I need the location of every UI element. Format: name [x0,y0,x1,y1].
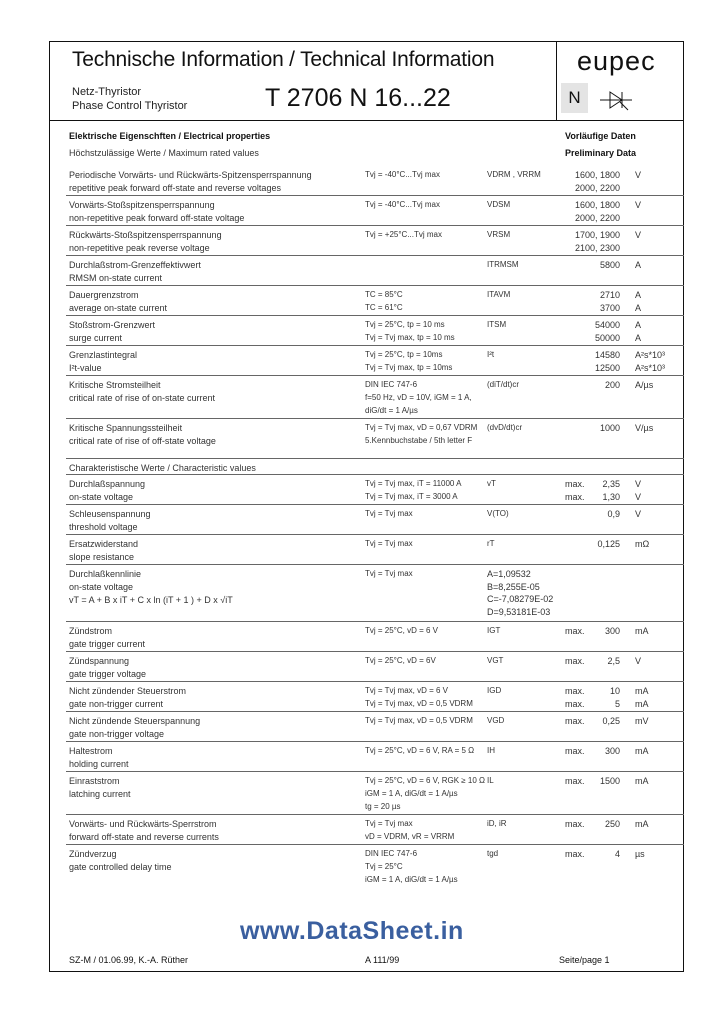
condition: iGM = 1 A, diG/dt = 1 A/µs [365,875,458,884]
symbol: ITAVM [487,290,511,299]
param-name-en: holding current [69,759,129,769]
value: 250 [604,819,620,829]
formula: vT = A + B x iT + C x ln (iT + 1 ) + D x √iT [69,595,233,605]
status-de: Vorläufige Daten [565,131,636,141]
param-name-de: Vorwärts- und Rückwärts-Sperrstrom [69,819,217,829]
value: 300 [604,626,620,636]
type-code: T 2706 N 16...22 [265,84,451,112]
formula-param: C=-7,08279E-02 [487,594,554,604]
row-separator [66,375,684,376]
param-name-en: gate non-trigger current [69,699,164,709]
param-name-en: gate controlled delay time [69,862,172,872]
symbol: ITSM [487,320,507,329]
value: 5 [614,699,620,709]
header-divider [556,41,557,120]
symbol: IGD [487,686,502,695]
unit: mA [635,626,649,636]
condition: Tvj = Tvj max, iT = 11000 A [365,479,462,488]
param-name-en: latching current [69,789,131,799]
unit: A [635,333,642,343]
value: 2000, 2200 [574,183,620,193]
condition: 5.Kennbuchstabe / 5th letter F [365,436,473,445]
condition: Tvj = Tvj max, vD = 6 V [365,686,448,695]
formula-param: D=9,53181E-03 [487,606,551,617]
param-name-en: critical rate of rise of on-state current [69,393,216,403]
unit: V [635,656,642,666]
condition: Tvj = 25°C, vD = 6 V [365,626,439,635]
param-name-en: I²t-value [69,363,102,373]
param-name-de: Zündstrom [69,626,113,636]
row-separator [66,814,684,815]
condition: iGM = 1 A, diG/dt = 1 A/µs [365,789,458,798]
row-separator [66,534,684,535]
param-name-de: Schleusenspannung [69,509,151,519]
value: 2100, 2300 [574,243,620,253]
limit-label: max. [565,479,585,489]
symbol: IH [487,746,495,755]
condition: Tvj = 25°C, vD = 6 V, RA = 5 Ω [365,746,475,755]
symbol: vT [487,479,496,488]
condition: Tvj = Tvj max, iT = 3000 A [365,492,458,501]
value: 1700, 1900 [574,230,620,240]
symbol: VGD [487,716,505,725]
symbol: VGT [487,656,504,665]
param-name-de: Rückwärts-Stoßspitzensperrspannung [69,230,222,240]
condition: Tvj = Tvj max [365,539,413,548]
limit-label: max. [565,699,585,709]
row-separator [66,285,684,286]
section-subheading: Höchstzulässige Werte / Maximum rated values [69,148,259,158]
param-name-en: gate trigger voltage [69,669,147,679]
unit: A [635,320,642,330]
footer-page: Seite/page 1 [559,955,610,965]
symbol: tgd [487,849,499,858]
param-name-de: Einraststrom [69,776,120,786]
param-name-en: critical rate of rise of off-state voltage [69,436,216,446]
value: 2,35 [602,479,620,489]
param-name-en: slope resistance [69,552,135,562]
row-separator [66,195,684,196]
condition: TC = 61°C [365,303,403,312]
condition: Tvj = Tvj max, tp = 10 ms [365,333,455,342]
symbol: VDSM [487,200,511,209]
unit: mA [635,776,649,786]
condition: Tvj = Tvj max, vD = 0,5 VDRM [365,699,473,708]
param-name-de: Stoßstrom-Grenzwert [69,320,156,330]
symbol: iD, iR [487,819,507,828]
param-name-de: Zündspannung [69,656,130,666]
value: 0,9 [607,509,620,519]
watermark: www.DataSheet.in [240,917,464,945]
unit: mA [635,686,649,696]
row-separator [66,844,684,845]
row-separator [66,771,684,772]
unit: mA [635,699,649,709]
unit: A/µs [635,380,654,390]
value: 2,5 [607,656,620,666]
eupec-logo: eupec [577,46,656,76]
value: 2000, 2200 [574,213,620,223]
param-name-de: Durchlaßspannung [69,479,146,489]
value: 1600, 1800 [574,200,620,210]
symbol: IL [487,776,494,785]
param-name-de: Nicht zündende Steuerspannung [69,716,201,726]
param-name-de: Zündverzug [69,849,117,859]
header-bottom-line [49,120,684,121]
param-name-en: gate non-trigger voltage [69,729,165,739]
unit: mA [635,819,649,829]
param-name-de: Durchlaßstrom-Grenzeffektivwert [69,260,201,270]
limit-label: max. [565,686,585,696]
symbol: ITRMSM [487,260,519,269]
condition: vD = VDRM, vR = VRRM [365,832,455,841]
row-separator [66,711,684,712]
condition: Tvj = -40°C...Tvj max [365,170,440,179]
param-name-de: Durchlaßkennlinie [69,569,142,579]
symbol: rT [487,539,495,548]
param-name-en: non-repetitive peak forward off-state voltage [69,213,245,223]
value: 300 [604,746,620,756]
condition: Tvj = Tvj max [365,569,413,578]
limit-label: max. [565,492,585,502]
param-name-de: Vorwärts-Stoßspitzensperrspannung [69,200,215,210]
value: 1500 [599,776,620,786]
condition: Tvj = Tvj max, tp = 10ms [365,363,453,372]
condition: Tvj = 25°C, tp = 10 ms [365,320,445,329]
unit: mV [635,716,649,726]
param-name-de: Nicht zündender Steuerstrom [69,686,187,696]
condition: Tvj = -40°C...Tvj max [365,200,440,209]
param-name-de: Kritische Stromsteilheit [69,380,161,390]
condition: tg = 20 µs [365,802,401,811]
page-title: Technische Information / Technical Information [72,48,495,71]
thyristor-symbol-icon [598,88,634,112]
symbol: VRSM [487,230,511,239]
symbol: (diT/dt)cr [487,380,519,389]
param-name-de: Grenzlastintegral [69,350,138,360]
param-name-en: forward off-state and reverse currents [69,832,219,842]
condition: Tvj = 25°C [365,862,403,871]
condition: Tvj = Tvj max [365,819,413,828]
section-heading: Elektrische Eigenschften / Electrical properties [69,131,271,141]
symbol: I²t [487,350,495,359]
symbol: IGT [487,626,501,635]
row-separator [66,741,684,742]
row-separator [66,225,684,226]
row-separator [66,315,684,316]
param-name-en: on-state voltage [69,582,134,592]
condition: DIN IEC 747-6 [365,849,418,858]
unit: µs [635,849,645,859]
unit: V [635,170,642,180]
value: 0,125 [597,539,620,549]
param-name-en: gate trigger current [69,639,146,649]
unit: A [635,290,642,300]
value: 12500 [594,363,620,373]
unit: mA [635,746,649,756]
unit: A [635,303,642,313]
value: 54000 [594,320,620,330]
limit-label: max. [565,656,585,666]
value: 4 [614,849,620,859]
condition: f=50 Hz, vD = 10V, iGM = 1 A, [365,393,472,402]
condition: Tvj = 25°C, tp = 10ms [365,350,443,359]
param-name-en: repetitive peak forward off-state and reverse voltages [69,183,281,193]
param-name-en: threshold voltage [69,522,138,532]
unit: V [635,200,642,210]
condition: Tvj = +25°C...Tvj max [365,230,442,239]
condition: Tvj = Tvj max [365,509,413,518]
unit: V [635,492,642,502]
limit-label: max. [565,746,585,756]
row-separator [66,474,684,475]
value: 50000 [594,333,620,343]
footer-doc-number: A 111/99 [365,955,400,965]
param-name-en: surge current [69,333,123,343]
unit: A²s*10³ [635,350,666,360]
char-heading: Charakteristische Werte / Characteristic values [69,463,256,473]
n-badge: N [561,83,588,113]
row-separator [66,621,684,622]
formula-param: B=8,255E-05 [487,581,540,592]
symbol: VDRM , VRRM [487,170,541,179]
row-separator [66,564,684,565]
unit: V/µs [635,423,654,433]
value: 14580 [594,350,620,360]
value: 1,30 [602,492,620,502]
limit-label: max. [565,819,585,829]
subtitle-de: Netz-Thyristor [72,86,142,98]
formula-param: A=1,09532 [487,569,531,579]
unit: V [635,230,642,240]
unit: A [635,260,642,270]
subtitle-en: Phase Control Thyristor [72,100,188,112]
condition: diG/dt = 1 A/µs [365,406,418,415]
value: 10 [609,686,620,696]
symbol: (dvD/dt)cr [487,423,523,432]
param-name-de: Haltestrom [69,746,113,756]
unit: V [635,509,642,519]
status-en: Preliminary Data [565,148,637,158]
limit-label: max. [565,716,585,726]
row-separator [66,418,684,419]
condition: DIN IEC 747-6 [365,380,418,389]
row-separator [66,255,684,256]
row-separator [66,504,684,505]
unit: A²s*10³ [635,363,666,373]
limit-label: max. [565,849,585,859]
section-separator [66,458,684,459]
value: 1600, 1800 [574,170,620,180]
value: 5800 [599,260,620,270]
value: 1000 [599,423,620,433]
condition: Tvj = Tvj max, vD = 0,5 VDRM [365,716,473,725]
param-name-en: RMSM on-state current [69,273,163,283]
param-name-en: on-state voltage [69,492,134,502]
value: 200 [604,380,620,390]
param-name-en: average on-state current [69,303,168,313]
condition: Tvj = 25°C, vD = 6 V, RGK ≥ 10 Ω [365,776,485,785]
param-name-de: Periodische Vorwärts- und Rückwärts-Spitzensperrspannung [69,170,312,180]
value: 0,25 [602,716,620,726]
param-name-en: non-repetitive peak reverse voltage [69,243,210,253]
footer-author: SZ-M / 01.06.99, K.-A. Rüther [69,955,189,965]
unit: mΩ [635,539,650,549]
limit-label: max. [565,776,585,786]
row-separator [66,651,684,652]
condition: Tvj = Tvj max, vD = 0,67 VDRM [365,423,478,432]
limit-label: max. [565,626,585,636]
symbol: V(TO) [487,509,509,518]
param-name-de: Kritische Spannungssteilheit [69,423,183,433]
unit: V [635,479,642,489]
condition: TC = 85°C [365,290,403,299]
param-name-de: Ersatzwiderstand [69,539,139,549]
param-name-de: Dauergrenzstrom [69,290,139,300]
value: 2710 [599,290,620,300]
condition: Tvj = 25°C, vD = 6V [365,656,436,665]
value: 3700 [599,303,620,313]
row-separator [66,681,684,682]
row-separator [66,345,684,346]
